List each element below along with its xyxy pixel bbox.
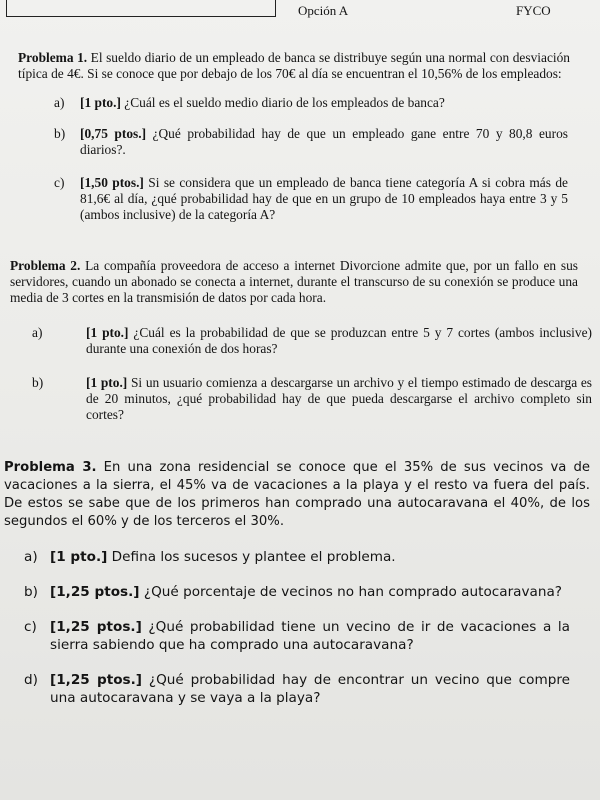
question-text: Defina los sucesos y plantee el problema. <box>107 549 396 565</box>
problem-title: Problema 3. <box>4 460 97 475</box>
problem-1 <box>18 50 570 223</box>
question-item <box>4 548 570 566</box>
question-label: b) <box>54 126 66 141</box>
question-points: [0,75 ptos.] <box>80 126 147 141</box>
problem-3 <box>4 459 590 707</box>
name-box <box>6 0 276 17</box>
problem-text: El sueldo diario de un empleado de banca se distribuye según una normal con desviación típica de 4€. Si se conoce que por debajo de los 70€ al día se encuentran el 10,56% de los empleados: <box>18 50 570 81</box>
question-points: [1 pto.] <box>86 375 128 390</box>
question-item <box>4 583 570 601</box>
question-label: a) <box>24 549 38 565</box>
question-item <box>10 325 592 357</box>
question-points: [1 pto.] <box>86 325 129 340</box>
problem-title: Problema 2. <box>10 258 81 273</box>
question-label: a) <box>54 95 65 110</box>
problem-statement <box>4 459 590 531</box>
question-label: a) <box>32 325 43 340</box>
problem-2 <box>10 258 592 423</box>
question-text: Si un usuario comienza a descargarse un archivo y el tiempo estimado de descarga es de 20 minutos, ¿qué probabilidad hay de que pueda descargarse el archivo completo sin cortes? <box>86 375 592 422</box>
problem-text: En una zona residencial se conoce que el 35% de sus vecinos va de vacaciones a la sierra, el 45% va de vacaciones a la playa y el resto va fuera del país. De estos se sabe que de los primeros han comprado una autocaravana el 40%, de los segundos el 60% y de los terceros el 30%. <box>4 460 590 529</box>
question-text: ¿Qué probabilidad tiene un vecino de ir de vacaciones a la sierra sabiendo que ha comprado una autocaravana? <box>50 619 570 653</box>
question-points: [1,25 ptos.] <box>50 672 143 688</box>
question-text: ¿Qué probabilidad hay de encontrar un vecino que compre una autocaravana y se vaya a la playa? <box>50 672 570 706</box>
question-points: [1,25 ptos.] <box>50 619 142 635</box>
question-label: d) <box>24 672 38 688</box>
course-code: FYCO <box>516 3 551 18</box>
question-text: ¿Qué porcentaje de vecinos no han comprado autocaravana? <box>139 584 563 600</box>
question-item <box>18 95 568 111</box>
question-item <box>18 126 568 158</box>
question-label: c) <box>24 619 37 635</box>
question-item <box>4 671 570 707</box>
question-label: b) <box>24 584 38 600</box>
problem-title: Problema 1. <box>18 50 88 65</box>
question-points: [1,50 ptos.] <box>80 175 144 190</box>
question-label: b) <box>32 375 44 390</box>
problem-statement <box>18 50 570 82</box>
question-text: Si se considera que un empleado de banca tiene categoría A si cobra más de 81,6€ al día, ¿qué probabilidad hay de que en un grupo de 10 empleados haya entre 3 y 5 (ambos inclusive) de la categoría A? <box>80 175 568 222</box>
question-text: ¿Cuál es el sueldo medio diario de los empleados de banca? <box>120 95 445 110</box>
question-item <box>4 618 570 654</box>
exam-option-label: Opción A <box>298 3 349 18</box>
question-points: [1 pto.] <box>80 95 121 110</box>
question-text: ¿Cuál es la probabilidad de que se produzcan entre 5 y 7 cortes (ambos inclusive) durante una conexión de dos horas? <box>86 325 592 356</box>
question-label: c) <box>54 175 65 190</box>
question-item <box>18 175 568 223</box>
question-text: ¿Qué probabilidad hay de que un empleado gane entre 70 y 80,8 euros diarios?. <box>80 126 568 157</box>
problem-statement <box>10 258 578 306</box>
problem-text: La compañía proveedora de acceso a internet Divorcione admite que, por un fallo en sus servidores, cuando un abonado se conecta a internet, durante el transcurso de su conexión se produce una media de 3 cortes en la transmisión de datos por cada hora. <box>10 258 578 305</box>
question-points: [1,25 ptos.] <box>50 584 140 600</box>
question-item <box>10 375 592 423</box>
question-points: [1 pto.] <box>50 549 108 565</box>
